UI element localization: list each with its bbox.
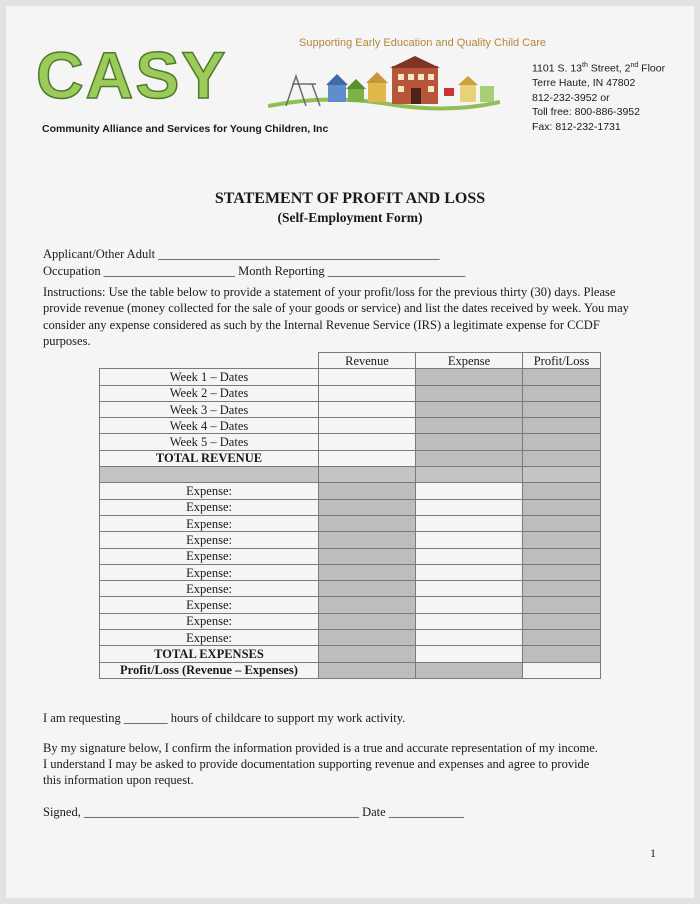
shaded-cell	[319, 532, 416, 548]
table-row	[100, 418, 601, 434]
table-row	[100, 613, 601, 629]
shaded-cell	[523, 418, 601, 434]
shaded-cell	[416, 418, 523, 434]
toll-free-number: Toll free: 800-886-3952	[532, 106, 640, 118]
expense-label: Expense:	[100, 483, 319, 499]
document-subtitle: (Self-Employment Form)	[277, 210, 423, 225]
shaded-cell	[416, 662, 523, 678]
revenue-cell[interactable]	[319, 385, 416, 401]
shaded-cell	[416, 401, 523, 417]
table-header-row	[100, 353, 601, 369]
casy-logo: CASY	[36, 38, 228, 112]
shaded-cell	[319, 483, 416, 499]
shaded-cell	[523, 548, 601, 564]
table-row	[100, 581, 601, 597]
shaded-cell	[319, 548, 416, 564]
shaded-cell	[523, 385, 601, 401]
table-row	[100, 564, 601, 580]
separator-cell	[100, 467, 319, 483]
shaded-cell	[523, 532, 601, 548]
expense-cell[interactable]	[416, 515, 523, 531]
table-header-blank	[100, 353, 319, 369]
expense-label: Expense:	[100, 532, 319, 548]
profit-loss-label: Profit/Loss (Revenue – Expenses)	[100, 662, 319, 678]
shaded-cell	[523, 613, 601, 629]
shaded-cell	[319, 630, 416, 646]
confirmation-line-1: By my signature below, I confirm the information provided is a true and accurate representation of my income.	[43, 741, 598, 755]
expense-cell[interactable]	[416, 581, 523, 597]
tagline: Supporting Early Education and Quality Child Care	[299, 37, 547, 49]
revenue-cell[interactable]	[319, 369, 416, 385]
shaded-cell	[523, 581, 601, 597]
week-label: Week 2 – Dates	[100, 385, 319, 401]
expense-label: Expense:	[100, 515, 319, 531]
profit-loss-cell[interactable]	[523, 662, 601, 678]
shaded-cell	[319, 564, 416, 580]
signature-date-field[interactable]: Signed, ____________________________________________ Date ____________	[43, 805, 464, 819]
expense-cell[interactable]	[416, 548, 523, 564]
revenue-cell[interactable]	[319, 401, 416, 417]
expense-cell[interactable]	[416, 564, 523, 580]
expense-cell[interactable]	[416, 532, 523, 548]
page-number: 1	[650, 846, 656, 860]
table-row	[100, 369, 601, 385]
table-row	[100, 597, 601, 613]
table-row	[100, 434, 601, 450]
expense-label: Expense:	[100, 613, 319, 629]
total-expenses-cell[interactable]	[416, 646, 523, 662]
total-revenue-cell[interactable]	[319, 450, 416, 466]
shaded-cell	[523, 597, 601, 613]
expense-label: Expense:	[100, 499, 319, 515]
shaded-cell	[523, 450, 601, 466]
separator-cell	[523, 467, 601, 483]
total-revenue-row	[100, 450, 601, 466]
total-expenses-label: TOTAL EXPENSES	[100, 646, 319, 662]
confirmation-line-3: this information upon request.	[43, 773, 194, 787]
village-illustration-icon	[268, 54, 500, 114]
expense-cell[interactable]	[416, 597, 523, 613]
table-row	[100, 548, 601, 564]
shaded-cell	[523, 434, 601, 450]
city-state-zip: Terre Haute, IN 47802	[532, 77, 636, 89]
childcare-hours-field[interactable]: I am requesting _______ hours of childcare to support my work activity.	[43, 711, 406, 725]
table-row	[100, 515, 601, 531]
shaded-cell	[416, 385, 523, 401]
expense-cell[interactable]	[416, 630, 523, 646]
shaded-cell	[319, 515, 416, 531]
table-row	[100, 385, 601, 401]
expense-label: Expense:	[100, 548, 319, 564]
table-row	[100, 401, 601, 417]
expense-label: Expense:	[100, 630, 319, 646]
shaded-cell	[319, 499, 416, 515]
instructions: Instructions: Use the table below to provide a statement of your profit/loss for the previous thirty (30) days. Please provide revenue (money collected for the sale of your goods or service) and list the dates received by week. You may consider any expense considered as such by the Internal Revenue Service (IRS) a legitimate expense for CCDF purposes.	[43, 285, 629, 348]
applicant-field[interactable]: Applicant/Other Adult _____________________________________________	[43, 247, 440, 261]
organization-name: Community Alliance and Services for Young Children, Inc	[42, 123, 329, 135]
shaded-cell	[416, 434, 523, 450]
expense-label: Expense:	[100, 581, 319, 597]
profit-loss-table	[99, 352, 601, 679]
total-expenses-row	[100, 646, 601, 662]
week-label: Week 3 – Dates	[100, 401, 319, 417]
expense-cell[interactable]	[416, 483, 523, 499]
total-revenue-label: TOTAL REVENUE	[100, 450, 319, 466]
document-page	[6, 6, 694, 898]
shaded-cell	[416, 450, 523, 466]
street-address: 1101 S. 13th Street, 2nd Floor	[532, 62, 666, 75]
week-label: Week 4 – Dates	[100, 418, 319, 434]
shaded-cell	[523, 630, 601, 646]
table-row	[100, 532, 601, 548]
shaded-cell	[416, 369, 523, 385]
separator-cell	[319, 467, 416, 483]
expense-cell[interactable]	[416, 499, 523, 515]
separator-row	[100, 467, 601, 483]
header-profit-loss: Profit/Loss	[523, 353, 601, 369]
shaded-cell	[523, 515, 601, 531]
expense-label: Expense:	[100, 564, 319, 580]
table-row	[100, 499, 601, 515]
shaded-cell	[319, 581, 416, 597]
shaded-cell	[523, 646, 601, 662]
header-expense: Expense	[416, 353, 523, 369]
week-label: Week 1 – Dates	[100, 369, 319, 385]
shaded-cell	[319, 613, 416, 629]
shaded-cell	[523, 369, 601, 385]
revenue-cell[interactable]	[319, 418, 416, 434]
shaded-cell	[319, 597, 416, 613]
header-revenue: Revenue	[319, 353, 416, 369]
table-row	[100, 483, 601, 499]
shaded-cell	[319, 662, 416, 678]
shaded-cell	[523, 564, 601, 580]
shaded-cell	[523, 499, 601, 515]
separator-cell	[416, 467, 523, 483]
phone-number: 812-232-3952 or	[532, 91, 610, 104]
occupation-field[interactable]: Occupation _____________________ Month Reporting ______________________	[43, 264, 466, 278]
fax-number: Fax: 812-232-1731	[532, 120, 621, 133]
shaded-cell	[523, 401, 601, 417]
table-row	[100, 630, 601, 646]
contact-address	[532, 59, 665, 134]
shaded-cell	[523, 483, 601, 499]
shaded-cell	[319, 646, 416, 662]
document-title: STATEMENT OF PROFIT AND LOSS	[214, 190, 486, 207]
profit-loss-row	[100, 662, 601, 678]
week-label: Week 5 – Dates	[100, 434, 319, 450]
expense-cell[interactable]	[416, 613, 523, 629]
revenue-cell[interactable]	[319, 434, 416, 450]
expense-label: Expense:	[100, 597, 319, 613]
confirmation-line-2: I understand I may be asked to provide documentation supporting revenue and expenses and agree to provide	[43, 757, 590, 771]
